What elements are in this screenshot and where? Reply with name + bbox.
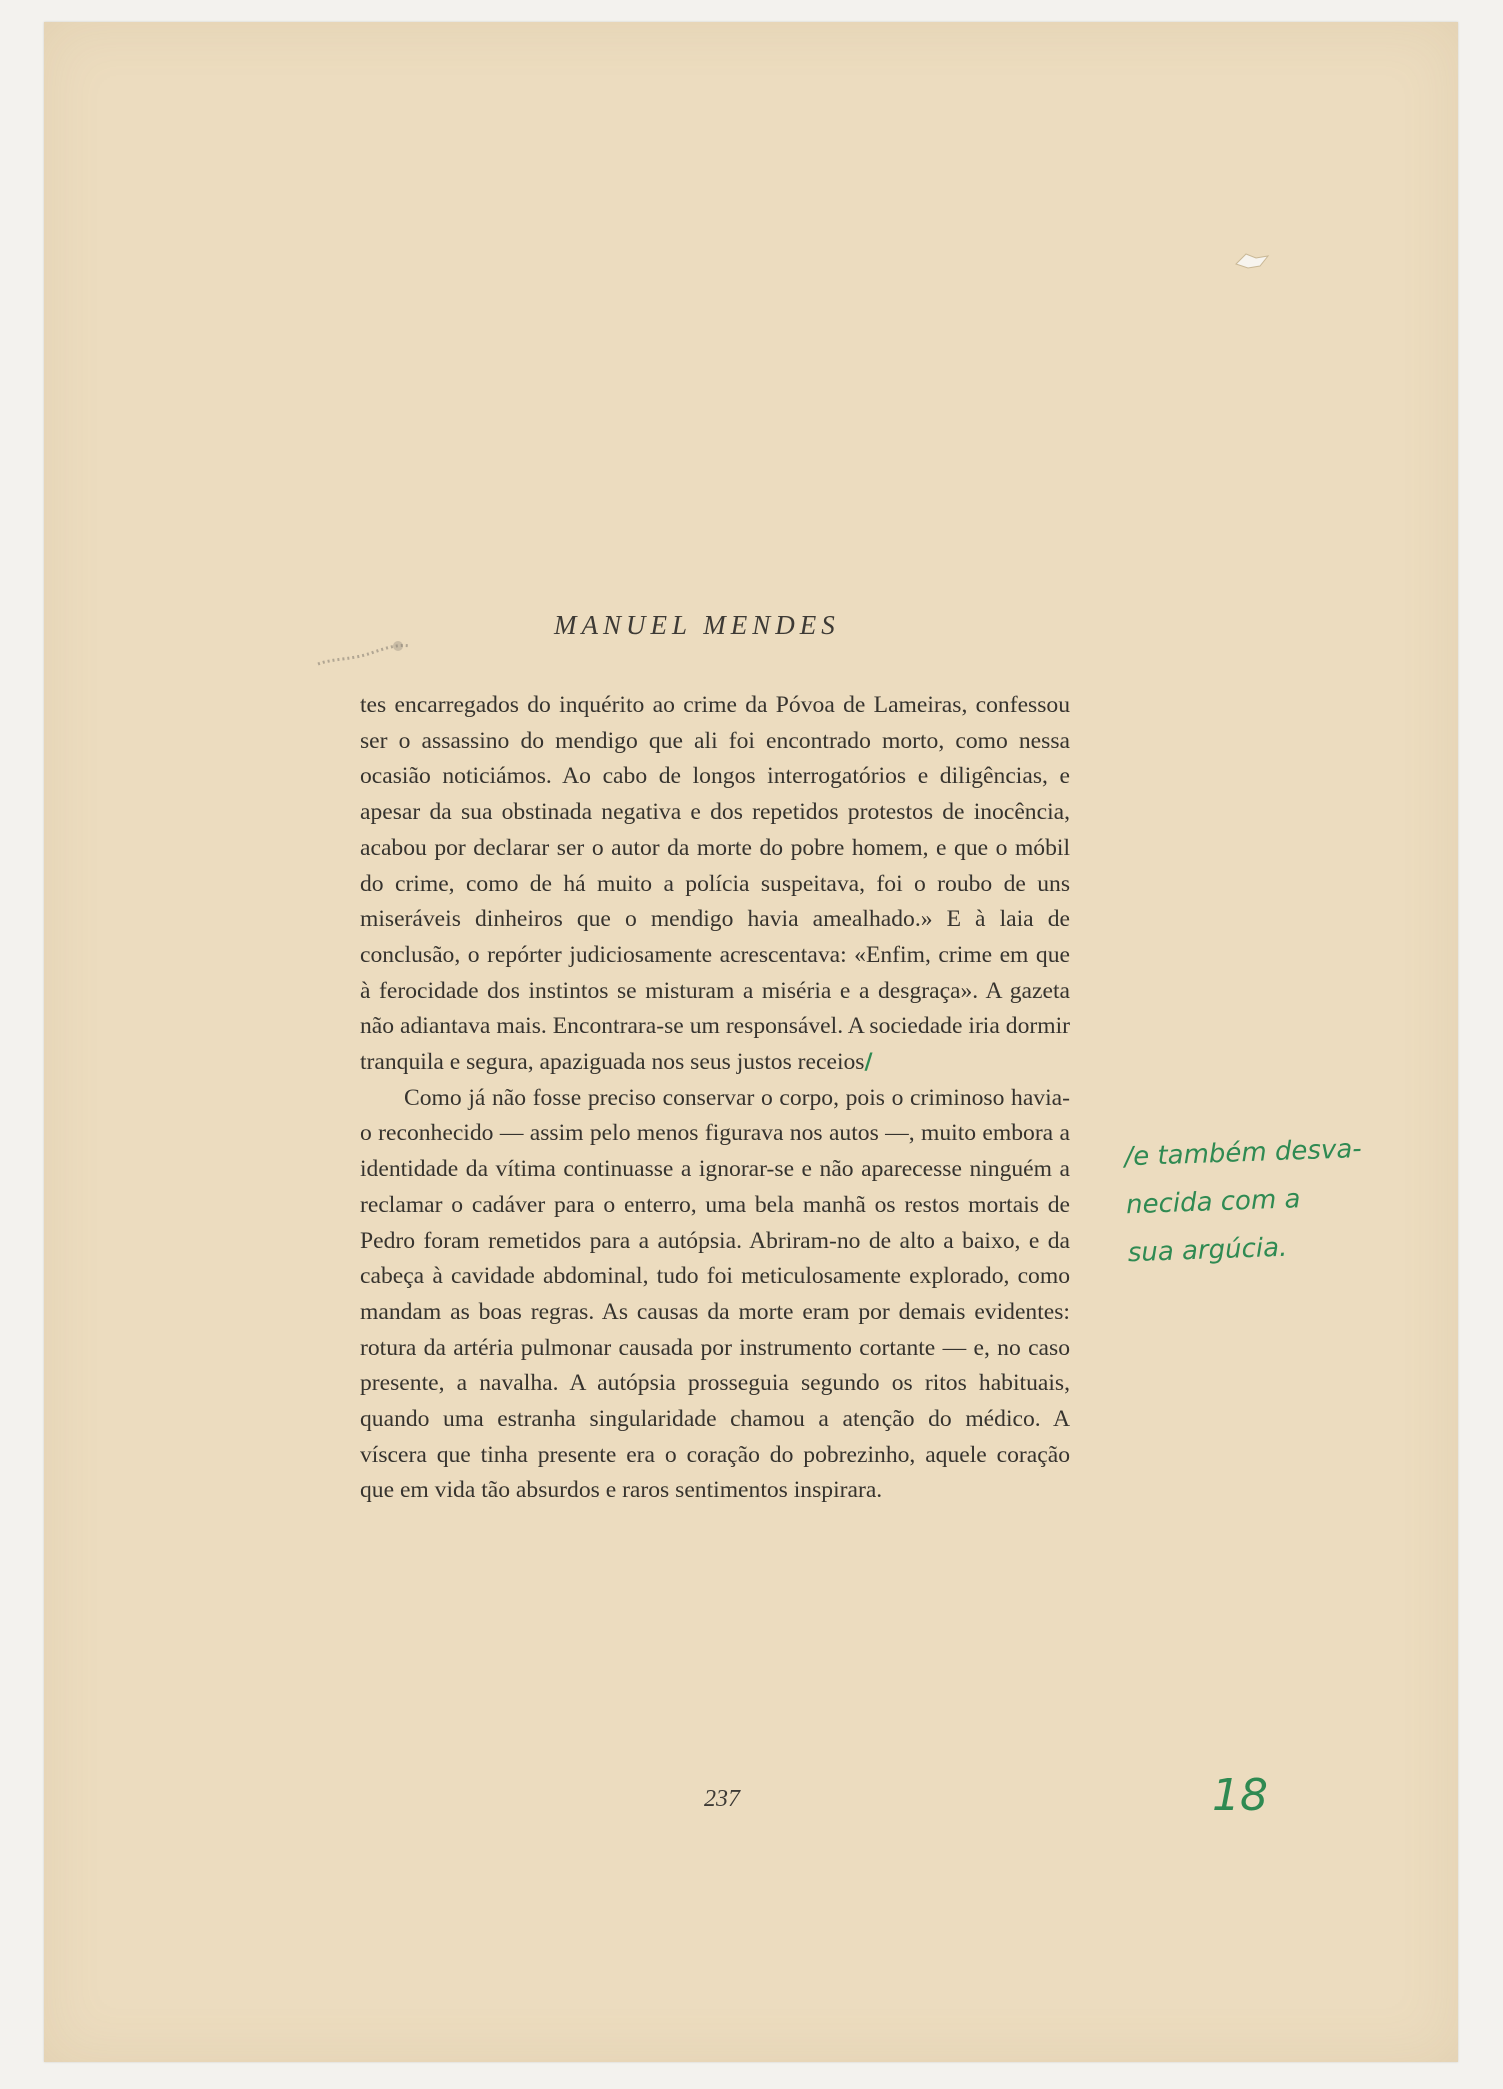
- paragraph-2: Como já não fosse preciso conservar o corpo, pois o criminoso havia-o reconhecido — assim pelo menos figurava nos autos —, muito embora a identidade da vítima continuasse a ignorar-se e não aparecesse ninguém a reclamar o cadáver para o enterro, uma bela manhã os restos mortais de Pedro foram remetidos para a autópsia. Abriram-no de alto a baixo, e da cabeça à cavidade abdominal, tudo foi meticulosamente explorado, como mandam as boas regras. As causas da morte eram por demais evidentes: rotura da artéria pulmonar causada por instrumento cortante — e, no caso presente, a navalha. A autópsia prosseguia segundo os ritos habituais, quando uma estranha singularidade chamou a atenção do médico. A víscera que tinha presente era o coração do pobrezinho, aquele coração que em vida tão absurdos e raros sentimentos inspirara.: [360, 1084, 1070, 1504]
- paper-tear-decoration: [1234, 250, 1270, 272]
- edit-insertion-mark: /: [864, 1050, 873, 1076]
- page-number: 237: [704, 1786, 740, 1812]
- handwritten-folio-number: 18: [1212, 1770, 1268, 1821]
- margin-note-line-3: sua argúcia.: [1127, 1232, 1288, 1269]
- handwritten-margin-note: [1124, 1121, 1489, 1277]
- paragraph-1: [360, 688, 1070, 1081]
- paragraph-1-text: tes encarregados do inquérito ao crime da Póvoa de Lameiras, confessou ser o assassino do mendigo que ali foi encontrado morto, como nessa ocasião noticiámos. Ao cabo de longos interrogatórios e diligências, e apesar da sua obstinada negativa e dos repetidos protestos de inocência, acabou por declarar ser o autor da morte do pobre homem, e que o móbil do crime, como de há muito a polícia suspeitava, foi o roubo de uns miseráveis dinheiros que o mendigo havia amealhado.» E à laia de conclusão, o repórter judiciosamente acrescentava: «Enfim, crime em que à ferocidade dos instintos se misturam a miséria e a desgraça». A gazeta não adiantava mais. Encontrara-se um responsável. A sociedade iria dormir tranquila e segura, apaziguada nos seus justos receios: [360, 692, 1070, 1076]
- manuscript-page: [44, 22, 1458, 2062]
- body-text: [360, 688, 1070, 1509]
- ink-smudge-decoration: [314, 634, 414, 674]
- margin-note-line-1: /e também desva-: [1123, 1134, 1363, 1173]
- running-head: MANUEL MENDES: [554, 610, 840, 640]
- margin-note-line-2: necida com a: [1125, 1184, 1301, 1221]
